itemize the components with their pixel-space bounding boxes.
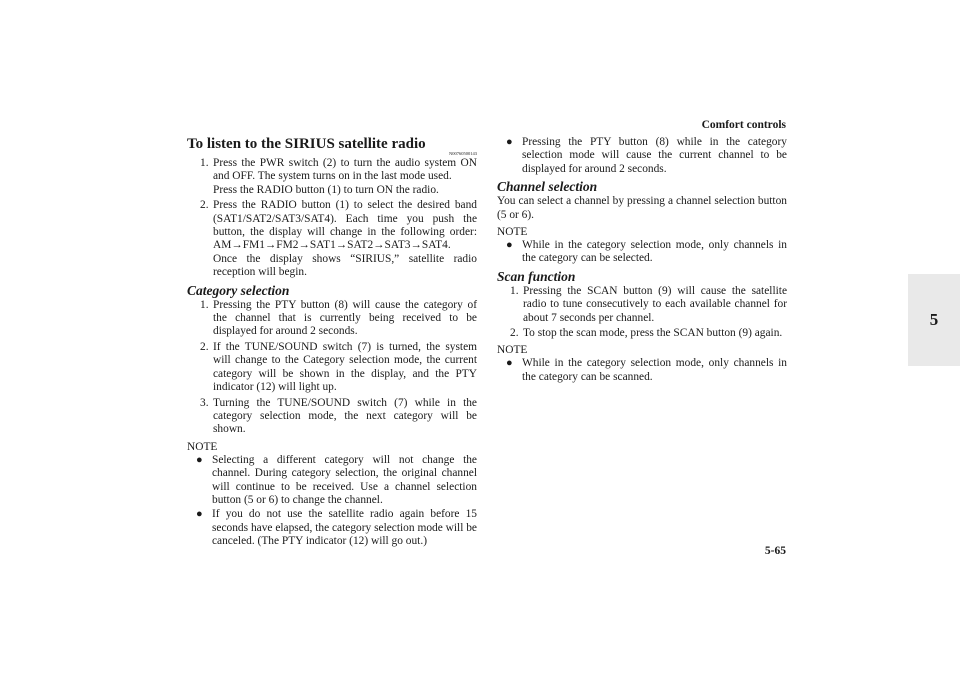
step-text: Press the PWR switch (2) to turn the audio system ON and OFF. The system turns on in the last mode used. bbox=[213, 157, 477, 183]
note-item bbox=[187, 454, 477, 508]
chapter-number: 5 bbox=[929, 310, 939, 329]
page-number: 5-65 bbox=[764, 545, 786, 557]
section-title: To listen to the SIRIUS satellite radio bbox=[187, 136, 426, 152]
note-label: NOTE bbox=[187, 440, 218, 453]
channel-selection-text: You can select a channel by pressing a channel selection button (5 or 6). bbox=[497, 195, 787, 221]
bullet-icon: ● bbox=[196, 508, 203, 521]
step-number: 1. bbox=[200, 157, 209, 169]
step-subtext: Once the display shows “SIRIUS,” satellite radio reception will begin. bbox=[213, 252, 477, 279]
list-item bbox=[187, 199, 477, 279]
note-item bbox=[497, 239, 787, 266]
right-column bbox=[497, 136, 787, 385]
step-number: 1. bbox=[200, 298, 209, 311]
step-text: Turning the TUNE/SOUND switch (7) while in the category selection mode, the next category will be shown. bbox=[213, 396, 477, 436]
note-text: If you do not use the satellite radio again before 15 seconds have elapsed, the category selection mode will be canceled. (The PTY indicator (12) will go out.) bbox=[212, 508, 477, 548]
note-label: NOTE bbox=[497, 344, 528, 357]
step-subtext: Press the RADIO button (1) to turn ON the radio. bbox=[213, 183, 439, 196]
step-number: 3. bbox=[200, 396, 209, 409]
bullet-icon: ● bbox=[506, 239, 513, 252]
note-item bbox=[497, 136, 787, 176]
category-steps bbox=[187, 299, 477, 437]
step-text: Pressing the SCAN button (9) will cause the satellite radio to tune consecutively to each available channel for about 7 seconds per channel. bbox=[523, 284, 787, 324]
note-text: Selecting a different category will not change the channel. During category selection, the original channel will continue to be received. Use a channel selection button (5 or 6) to change the channel. bbox=[212, 453, 477, 506]
step-number: 1. bbox=[510, 284, 519, 297]
list-item bbox=[187, 397, 477, 437]
section-code: N00760500143 bbox=[449, 151, 477, 156]
scan-function-heading: Scan function bbox=[497, 268, 576, 284]
note-item bbox=[187, 508, 477, 548]
note-item bbox=[497, 357, 787, 384]
list-item bbox=[497, 285, 787, 325]
scan-notes bbox=[497, 357, 787, 384]
left-column bbox=[187, 136, 477, 550]
scan-steps bbox=[497, 285, 787, 341]
step-number: 2. bbox=[510, 327, 519, 340]
step-text: Press the RADIO button (1) to select the desired band (SAT1/SAT2/SAT3/SAT4). Each time you push the button, the display will change in the following order: AM→FM1→FM2→SAT1→SAT2→SAT3→SAT4. bbox=[213, 199, 477, 252]
note-label: NOTE bbox=[497, 226, 528, 239]
chapter-tab bbox=[908, 274, 960, 366]
step-text: Pressing the PTY button (8) will cause the category of the channel that is currently being received to be displayed for around 2 seconds. bbox=[213, 298, 477, 338]
list-item bbox=[187, 341, 477, 395]
list-item bbox=[187, 157, 477, 197]
category-selection-heading: Category selection bbox=[187, 282, 290, 298]
step-number: 2. bbox=[200, 340, 209, 353]
category-notes bbox=[187, 454, 477, 549]
note-text: While in the category selection mode, only channels in the category can be scanned. bbox=[522, 357, 787, 383]
bullet-icon: ● bbox=[506, 357, 513, 370]
listen-steps bbox=[187, 157, 477, 280]
list-item bbox=[497, 327, 787, 340]
channel-selection-heading: Channel selection bbox=[497, 179, 598, 195]
category-notes-continued bbox=[497, 136, 787, 176]
bullet-icon: ● bbox=[506, 136, 513, 148]
channel-notes bbox=[497, 239, 787, 266]
step-text: If the TUNE/SOUND switch (7) is turned, the system will change to the Category selection mode, the current category will be shown in the display, and the PTY indicator (12) will light up. bbox=[213, 340, 477, 394]
bullet-icon: ● bbox=[196, 453, 203, 466]
note-text: Pressing the PTY button (8) while in the category selection mode will cause the current channel to be displayed for around 2 seconds. bbox=[522, 136, 787, 175]
note-text: While in the category selection mode, only channels in the category can be selected. bbox=[522, 239, 787, 265]
step-text: To stop the scan mode, press the SCAN button (9) again. bbox=[523, 327, 783, 340]
step-number: 2. bbox=[200, 199, 209, 212]
page-header-title: Comfort controls bbox=[701, 119, 786, 131]
list-item bbox=[187, 299, 477, 339]
